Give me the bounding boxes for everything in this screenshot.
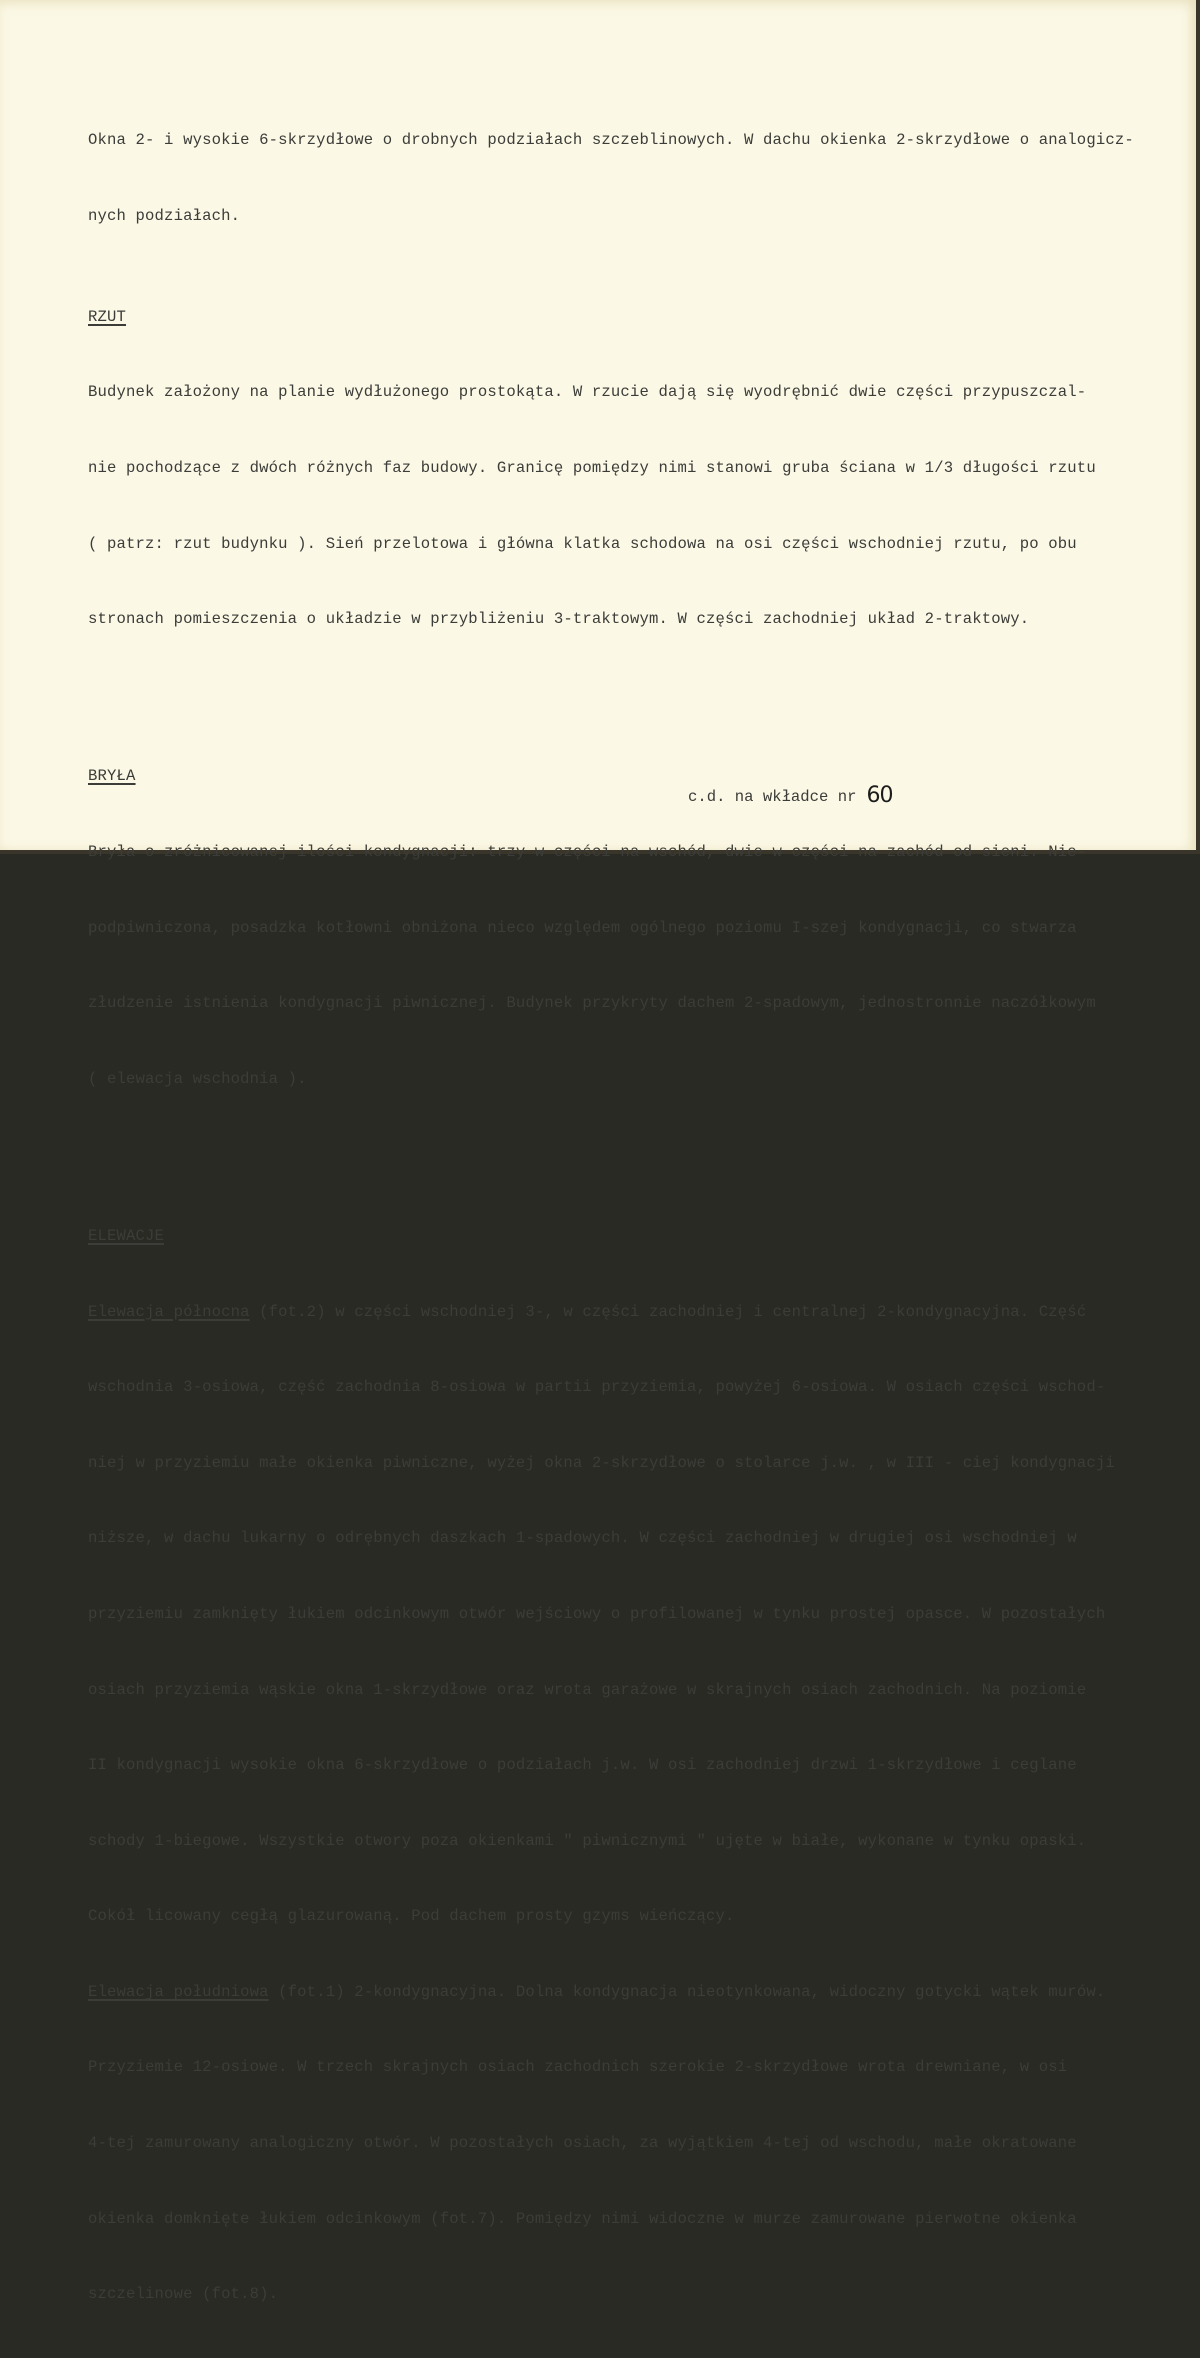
body-line: Cokół licowany cegłą glazurowaną. Pod dachem prosty gzyms wieńczący. [88, 1907, 735, 1926]
body-line: 4-tej zamurowany analogiczny otwór. W pozostałych osiach, za wyjątkiem 4-tej od wschodu, małe okratowane [88, 2134, 1077, 2153]
continuation-note [688, 782, 892, 807]
body-line: Bryła o zróżnicowanej ilości kondygnacji: trzy w części na wschód, dwie w części na zachód od sieni. Nie- [88, 842, 1087, 861]
body-line: niższe, w dachu lukarny o odrębnych daszkach 1-spadowych. W części zachodniej w drugiej osi wschodniej w [88, 1529, 1077, 1548]
section-heading-rzut: RZUT [88, 307, 127, 326]
subsection-first-line: Elewacja południowa (fot.1) 2-kondygnacyjna. Dolna kondygnacja nieotynkowana, widoczny gotycki wątek murów. [88, 1982, 1106, 2001]
subsection-title-north: Elewacja północna [88, 1302, 250, 1321]
body-line: Budynek założony na planie wydłużonego prostokąta. W rzucie dają się wyodrębnić dwie części przypuszczal- [88, 383, 1087, 402]
body-line: ( patrz: rzut budynku ). Sień przelotowa i główna klatka schodowa na osi części wschodniej rzutu, po obu [88, 534, 1077, 553]
continuation-text: c.d. na wkładce nr [688, 788, 857, 806]
body-line: podpiwniczona, posadzka kotłowni obniżona nieco względem ogólnego poziomu I-szej kondygnacji, co stwarza [88, 918, 1077, 937]
body-line: schody 1-biegowe. Wszystkie otwory poza okienkami " piwnicznymi " ujęte w białe, wykonane w tynku opaski. [88, 1831, 1087, 1850]
handwritten-insert-number: 60 [866, 783, 893, 808]
body-line: przyziemiu zamknięty łukiem odcinkowym otwór wejściowy o profilowanej w tynku prostej opasce. W pozostałych [88, 1604, 1106, 1623]
document-body [88, 78, 1188, 2358]
section-heading-elewacje: ELEWACJE [88, 1226, 165, 1245]
body-line: osiach przyziemia wąskie okna 1-skrzydłowe oraz wrota garażowe w skrajnych osiach zachodnich. Na poziomie [88, 1680, 1087, 1699]
body-line: II kondygnacji wysokie okna 6-skrzydłowe o podziałach j.w. W osi zachodniej drzwi 1-skrzydłowe i ceglane [88, 1756, 1077, 1775]
body-line: stronach pomieszczenia o układzie w przybliżeniu 3-traktowym. W części zachodniej układ 2-traktowy. [88, 610, 1030, 629]
intro-line: Okna 2- i wysokie 6-skrzydłowe o drobnych podziałach szczeblinowych. W dachu okienka 2-skrzydłowe o analogicz- [88, 131, 1134, 150]
subsection-title-south: Elewacja południowa [88, 1982, 269, 2001]
subsection-first-line: Elewacja północna (fot.2) w części wschodniej 3-, w części zachodniej i centralnej 2-kondygnacyjna. Część [88, 1302, 1087, 1321]
body-line: niej w przyziemiu małe okienka piwniczne, wyżej okna 2-skrzydłowe o stolarce j.w. , w III - ciej kondygnacji [88, 1453, 1115, 1472]
intro-line: nych podziałach. [88, 207, 241, 225]
body-line: złudzenie istnienia kondygnacji piwnicznej. Budynek przykryty dachem 2-spadowym, jednostronnie naczółkowym [88, 994, 1096, 1013]
body-line: wschodnia 3-osiowa, część zachodnia 8-osiowa w partii przyziemia, powyżej 6-osiowa. W osiach części wschod- [88, 1378, 1106, 1397]
body-line: okienka domknięte łukiem odcinkowym (fot.7). Pomiędzy nimi widoczne w murze zamurowane pierwotne okienka [88, 2209, 1077, 2228]
body-line: Przyziemie 12-osiowe. W trzech skrajnych osiach zachodnich szerokie 2-skrzydłowe wrota drewniane, w osi [88, 2058, 1068, 2077]
section-heading-bryla: BRYŁA [88, 767, 136, 786]
body-line: nie pochodzące z dwóch różnych faz budowy. Granicę pomiędzy nimi stanowi gruba ściana w 1/3 długości rzutu [88, 458, 1096, 477]
body-line: szczelinowe (fot.8). [88, 2285, 279, 2304]
body-line: ( elewacja wschodnia ). [88, 1069, 307, 1088]
